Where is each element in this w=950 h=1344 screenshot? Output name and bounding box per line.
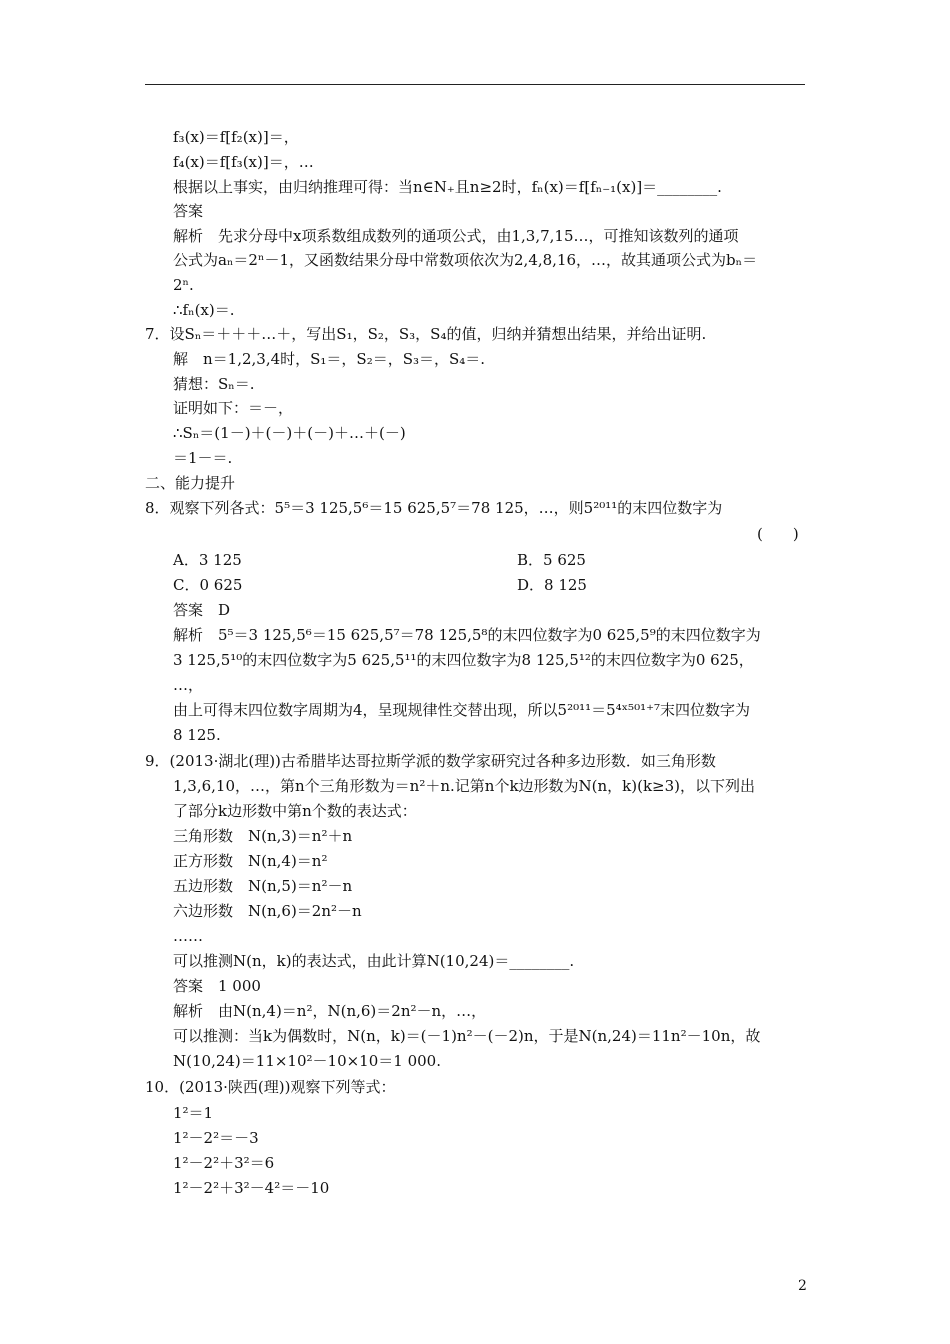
text-line: 由上可得末四位数字周期为4，呈现规律性交替出现，所以5²⁰¹¹＝5⁴ˣ⁵⁰¹⁺⁷末四位数字为 xyxy=(173,701,751,719)
text-line: 1²－2²＝－3 xyxy=(173,1129,259,1147)
text-line: 五边形数 N(n,5)＝n²－n xyxy=(173,877,353,895)
answer-label: 答案 xyxy=(173,202,204,220)
option-d: D．8 125 xyxy=(517,576,587,594)
question-8: 8．观察下列各式：5⁵＝3 125,5⁶＝15 625,5⁷＝78 125，…，则5²⁰¹¹的末四位数字为 xyxy=(145,499,723,517)
text-line: 解析 先求分母中x项系数组成数列的通项公式，由1,3,7,15…，可推知该数列的通项 xyxy=(173,227,739,245)
text-line: f₃(x)＝f[f₂(x)]＝， xyxy=(173,128,299,146)
text-line: ＝1－＝. xyxy=(173,449,233,467)
text-line: 解析 由N(n,4)＝n²，N(n,6)＝2n²－n，…， xyxy=(173,1002,487,1020)
text-line: …… xyxy=(173,927,203,945)
text-line: N(10,24)＝11×10²－10×10＝1 000. xyxy=(173,1052,441,1070)
page-number: 2 xyxy=(798,1278,807,1294)
text-line: 3 125,5¹⁰的末四位数字为5 625,5¹¹的末四位数字为8 125,5¹²的末四位数字为0 625， xyxy=(173,651,754,669)
text-line: 1,3,6,10，…，第n个三角形数为＝n²＋n.记第n个k边形数为N(n，k)(k≥3)，以下列出 xyxy=(173,777,756,795)
text-line: 根据以上事实，由归纳推理可得：当n∈N₊且n≥2时，fₙ(x)＝f[fₙ₋₁(x)]＝________. xyxy=(173,178,722,196)
text-line: 六边形数 N(n,6)＝2n²－n xyxy=(173,902,362,920)
text-line: 2ⁿ. xyxy=(173,276,194,294)
option-b: B．5 625 xyxy=(517,551,586,569)
text-line: 1²－2²＋3²＝6 xyxy=(173,1154,275,1172)
question-7: 7．设Sₙ＝＋＋＋…＋，写出S₁，S₂，S₃，S₄的值，归纳并猜想出结果，并给出证明. xyxy=(145,325,707,343)
header-rule xyxy=(145,84,805,85)
text-line: 1²－2²＋3²－4²＝－10 xyxy=(173,1179,330,1197)
text-line: 证明如下：＝－， xyxy=(173,399,294,417)
text-line: 解析 5⁵＝3 125,5⁶＝15 625,5⁷＝78 125,5⁸的末四位数字为0 625,5⁹的末四位数字为 xyxy=(173,626,761,644)
question-9: 9．(2013·湖北(理))古希腊毕达哥拉斯学派的数学家研究过各种多边形数．如三角形数 xyxy=(145,752,716,770)
text-line: …， xyxy=(173,676,204,694)
text-line: 1²＝1 xyxy=(173,1104,214,1122)
text-line: 8 125. xyxy=(173,726,221,744)
answer-bracket: ( ) xyxy=(757,525,799,543)
text-line: 了部分k边形数中第n个数的表达式： xyxy=(173,802,417,820)
text-line: f₄(x)＝f[f₃(x)]＝，… xyxy=(173,153,314,171)
text-line: 解 n＝1,2,3,4时，S₁＝，S₂＝，S₃＝，S₄＝. xyxy=(173,350,486,368)
text-line: 猜想：Sₙ＝. xyxy=(173,375,255,393)
text-line: 三角形数 N(n,3)＝n²＋n xyxy=(173,827,353,845)
text-line: 公式为aₙ＝2ⁿ－1，又函数结果分母中常数项依次为2,4,8,16，…，故其通项公式为bₙ＝ xyxy=(173,251,758,269)
text-line: 可以推测：当k为偶数时，N(n，k)＝(－1)n²－(－2)n，于是N(n,24)＝11n²－10n，故 xyxy=(173,1027,761,1045)
text-line: 可以推测N(n，k)的表达式，由此计算N(10,24)＝________. xyxy=(173,952,575,970)
answer-line: 答案 1 000 xyxy=(173,977,261,995)
question-10: 10．(2013·陕西(理))观察下列等式： xyxy=(145,1078,396,1096)
text-line: ∴Sₙ＝(1－)＋(－)＋(－)＋…＋(－) xyxy=(173,424,406,442)
option-a: A．3 125 xyxy=(173,551,242,569)
text-line: ∴fₙ(x)＝. xyxy=(173,301,235,319)
option-c: C．0 625 xyxy=(173,576,243,594)
text-line: 正方形数 N(n,4)＝n² xyxy=(173,852,328,870)
section-heading: 二、能力提升 xyxy=(145,474,236,492)
answer-line: 答案 D xyxy=(173,601,231,619)
